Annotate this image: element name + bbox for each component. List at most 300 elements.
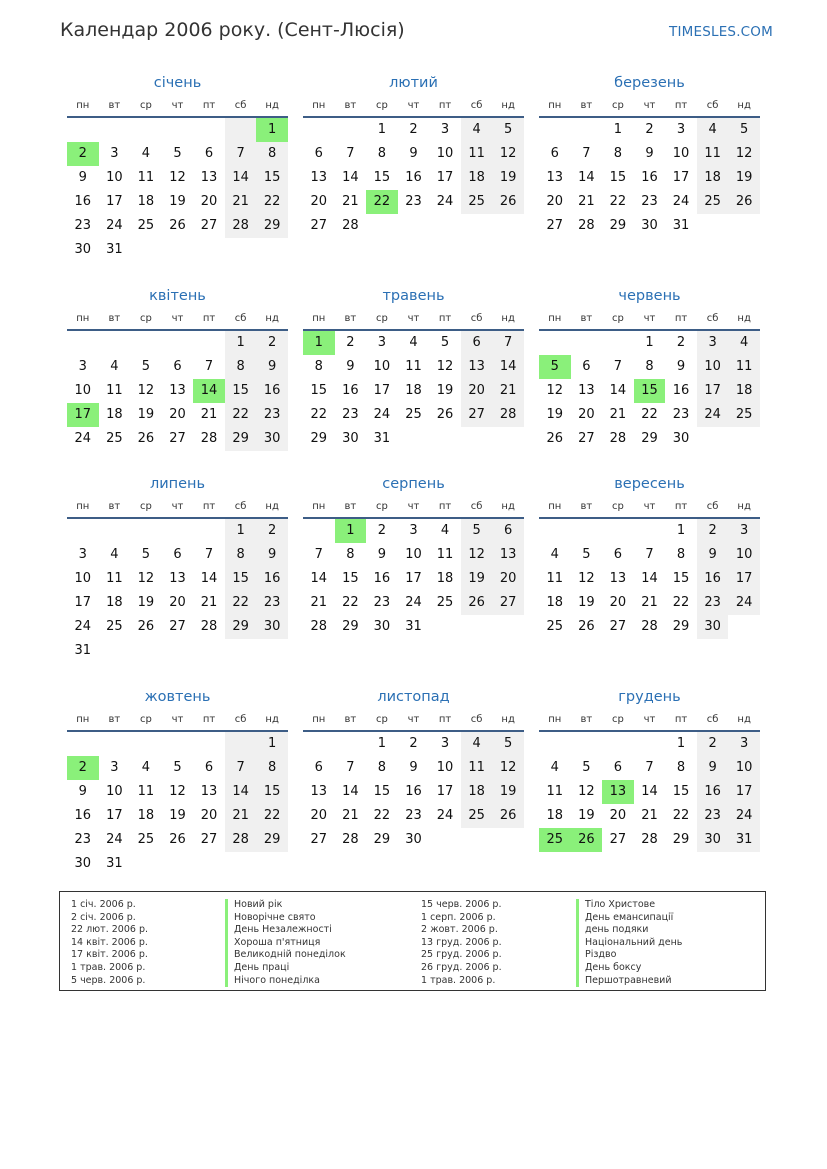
- day-cell: 16: [697, 567, 729, 591]
- day-cell: 8: [346, 547, 355, 562]
- day-cell: 19: [578, 808, 595, 823]
- day-cell: 13: [169, 571, 186, 586]
- week-row: [303, 804, 524, 828]
- day-cell: 30: [74, 856, 92, 871]
- day-cell: 28: [225, 214, 257, 238]
- day-cell: 1: [613, 122, 623, 137]
- month-block: [303, 72, 524, 238]
- weekday-label: ср: [375, 313, 388, 324]
- month-name: жовтень: [144, 689, 211, 705]
- weekday-label: пт: [438, 100, 452, 111]
- week-row: [303, 756, 524, 780]
- day-cell: 10: [697, 355, 729, 379]
- day-cell: 7: [346, 760, 355, 775]
- day-cell: 5: [141, 359, 151, 374]
- day-cell: 1: [256, 732, 288, 756]
- day-cell: 8: [676, 760, 686, 775]
- day-cell: 13: [609, 571, 627, 586]
- day-cell: 24: [373, 407, 391, 422]
- legend-names-right: [576, 899, 682, 987]
- day-cell: 14: [200, 571, 218, 586]
- day-cell: 21: [200, 595, 218, 610]
- week-row: [303, 403, 524, 427]
- empty-cell: [539, 519, 571, 543]
- day-cell: 2: [697, 732, 729, 756]
- day-cell: 6: [173, 547, 182, 562]
- weekday-label: сб: [706, 714, 719, 725]
- day-cell: 3: [728, 519, 760, 543]
- week-row: [303, 379, 524, 403]
- weekday-label: ср: [375, 100, 388, 111]
- day-cell: 27: [578, 431, 595, 446]
- week-row: [67, 331, 288, 355]
- day-cell: 23: [256, 591, 288, 615]
- day-cell: 18: [728, 379, 760, 403]
- day-cell: 29: [256, 214, 288, 238]
- day-cell: 5: [173, 760, 182, 775]
- week-row: [67, 519, 288, 543]
- site-link[interactable]: TIMESLES.COM: [669, 24, 773, 40]
- day-cell: 11: [728, 355, 760, 379]
- page-title: Календар 2006 року. (Сент-Люсія): [60, 19, 405, 41]
- day-cell: 17: [728, 567, 760, 591]
- day-cell: 6: [613, 760, 623, 775]
- weekday-label: пт: [438, 313, 452, 324]
- empty-cell: [461, 615, 493, 639]
- day-cell: 21: [342, 194, 359, 209]
- legend-holiday-name: День емансипації: [576, 912, 682, 925]
- week-row: [539, 732, 760, 756]
- empty-cell: [602, 732, 634, 756]
- empty-cell: [130, 118, 162, 142]
- weekday-label: чт: [171, 100, 184, 111]
- day-cell: 22: [609, 194, 627, 209]
- day-cell: 6: [314, 146, 323, 161]
- day-cell: 11: [405, 359, 422, 374]
- week-row: [303, 543, 524, 567]
- day-cell: 31: [74, 643, 92, 658]
- day-cell: 6: [204, 146, 214, 161]
- day-cell: 15: [672, 784, 690, 799]
- day-cell: 22: [641, 407, 658, 422]
- day-cell: 16: [405, 784, 422, 799]
- empty-cell: [193, 852, 225, 876]
- day-cell: 4: [461, 118, 493, 142]
- day-cell: 26: [492, 804, 524, 828]
- day-cell: 4: [409, 335, 418, 350]
- empty-cell: [193, 118, 225, 142]
- week-row: [539, 331, 760, 355]
- weekday-label: пн: [548, 714, 562, 725]
- empty-cell: [492, 214, 524, 238]
- day-cell: 4: [728, 331, 760, 355]
- weekday-label: сб: [706, 100, 719, 111]
- day-cell: 9: [409, 146, 418, 161]
- empty-cell: [429, 615, 461, 639]
- empty-cell: [99, 639, 131, 663]
- day-cell: 13: [602, 780, 634, 804]
- day-cell: 22: [672, 595, 690, 610]
- empty-cell: [162, 639, 194, 663]
- week-row: [303, 331, 524, 355]
- day-cell: 20: [200, 808, 218, 823]
- week-row: [539, 379, 760, 403]
- week-row: [67, 567, 288, 591]
- week-row: [67, 732, 288, 756]
- day-cell: 20: [200, 194, 218, 209]
- month-name: грудень: [618, 689, 681, 705]
- weekday-label: пн: [76, 501, 90, 512]
- empty-cell: [728, 615, 760, 639]
- weekday-label: ср: [139, 100, 152, 111]
- day-cell: 30: [405, 832, 422, 847]
- day-cell: 15: [373, 784, 391, 799]
- weekday-label: сб: [470, 501, 483, 512]
- day-cell: 30: [256, 615, 288, 639]
- day-cell: 21: [641, 808, 658, 823]
- day-cell: 28: [225, 828, 257, 852]
- week-row: [67, 214, 288, 238]
- weekday-header: [539, 495, 760, 515]
- day-cell: 11: [546, 784, 564, 799]
- legend-holiday-name: Великодній понеділок: [225, 949, 346, 962]
- day-cell: 9: [256, 543, 288, 567]
- day-cell: 8: [225, 543, 257, 567]
- day-cell: 16: [373, 571, 391, 586]
- day-cell: 24: [672, 194, 690, 209]
- weekday-label: сб: [470, 313, 483, 324]
- weekday-label: чт: [407, 100, 420, 111]
- day-cell: 18: [106, 595, 123, 610]
- day-cell: 17: [74, 595, 92, 610]
- day-cell: 10: [373, 359, 391, 374]
- day-cell: 9: [697, 543, 729, 567]
- day-cell: 19: [492, 166, 524, 190]
- day-cell: 6: [204, 760, 214, 775]
- day-cell: 7: [225, 142, 257, 166]
- day-cell: 3: [78, 547, 87, 562]
- day-cell: 27: [609, 619, 627, 634]
- day-cell: 31: [672, 218, 690, 233]
- day-cell: 16: [672, 383, 690, 398]
- day-cell: 9: [78, 784, 87, 799]
- empty-cell: [492, 828, 524, 852]
- empty-cell: [67, 519, 99, 543]
- legend-date: 17 квіт. 2006 р.: [71, 949, 148, 961]
- month-block: [303, 473, 524, 639]
- weekday-label: пт: [202, 714, 216, 725]
- empty-cell: [99, 732, 131, 756]
- empty-cell: [130, 238, 162, 262]
- day-cell: 22: [225, 403, 257, 427]
- day-cell: 28: [200, 431, 218, 446]
- day-cell: 28: [641, 832, 658, 847]
- empty-cell: [571, 118, 603, 142]
- weekday-label: нд: [501, 501, 515, 512]
- legend-holiday-name: Новий рік: [225, 899, 346, 912]
- week-row: [67, 615, 288, 639]
- empty-cell: [256, 852, 288, 876]
- weekday-label: нд: [737, 714, 751, 725]
- legend-holiday-name: Різдво: [576, 949, 682, 962]
- weekday-label: чт: [171, 313, 184, 324]
- empty-cell: [571, 331, 603, 355]
- day-cell: 21: [310, 595, 328, 610]
- weekday-header: [539, 708, 760, 728]
- empty-cell: [634, 519, 666, 543]
- day-cell: 21: [200, 407, 218, 422]
- day-cell: 4: [110, 547, 119, 562]
- day-cell: 14: [225, 780, 257, 804]
- day-cell: 17: [436, 784, 454, 799]
- day-cell: 15: [634, 379, 666, 403]
- empty-cell: [130, 852, 162, 876]
- day-cell: 11: [137, 784, 155, 799]
- day-cell: 16: [256, 567, 288, 591]
- day-cell: 17: [697, 379, 729, 403]
- day-cell: 4: [440, 523, 450, 538]
- day-cell: 1: [645, 335, 654, 350]
- day-cell: 23: [405, 194, 422, 209]
- day-cell: 7: [645, 547, 654, 562]
- legend-date: 14 квіт. 2006 р.: [71, 936, 148, 948]
- day-cell: 7: [204, 359, 214, 374]
- week-row: [539, 615, 760, 639]
- day-cell: 26: [728, 190, 760, 214]
- day-cell: 4: [550, 760, 559, 775]
- day-cell: 12: [137, 383, 155, 398]
- day-cell: 9: [377, 547, 387, 562]
- empty-cell: [67, 118, 99, 142]
- day-cell: 15: [672, 571, 690, 586]
- day-cell: 18: [137, 808, 155, 823]
- week-row: [67, 355, 288, 379]
- day-cell: 26: [436, 407, 454, 422]
- day-cell: 2: [676, 335, 686, 350]
- day-cell: 1: [303, 331, 335, 355]
- day-cell: 23: [342, 407, 359, 422]
- weekday-label: чт: [171, 501, 184, 512]
- day-cell: 1: [676, 523, 686, 538]
- day-cell: 11: [546, 571, 564, 586]
- day-cell: 12: [578, 571, 595, 586]
- day-cell: 16: [256, 379, 288, 403]
- legend-date: 25 груд. 2006 р.: [421, 949, 502, 961]
- day-cell: 20: [310, 808, 328, 823]
- empty-cell: [303, 519, 335, 543]
- day-cell: 25: [106, 431, 123, 446]
- day-cell: 19: [461, 567, 493, 591]
- day-cell: 3: [440, 122, 450, 137]
- day-cell: 13: [310, 170, 328, 185]
- day-cell: 9: [78, 170, 87, 185]
- day-cell: 23: [641, 194, 658, 209]
- legend-date: 1 січ. 2006 р.: [71, 899, 136, 910]
- day-cell: 21: [225, 190, 257, 214]
- day-cell: 29: [641, 431, 658, 446]
- day-cell: 14: [342, 170, 359, 185]
- empty-cell: [193, 238, 225, 262]
- weekday-label: пт: [438, 714, 452, 725]
- month-name: квітень: [149, 288, 206, 304]
- day-cell: 26: [578, 619, 595, 634]
- weekday-label: нд: [737, 313, 751, 324]
- day-cell: 31: [106, 856, 123, 871]
- day-cell: 10: [74, 383, 92, 398]
- weekday-label: сб: [234, 714, 247, 725]
- day-cell: 27: [461, 403, 493, 427]
- day-cell: 5: [173, 146, 182, 161]
- day-cell: 20: [609, 808, 627, 823]
- day-cell: 27: [200, 218, 218, 233]
- weekday-label: ср: [611, 313, 624, 324]
- day-cell: 3: [676, 122, 686, 137]
- week-row: [303, 732, 524, 756]
- day-cell: 22: [310, 407, 328, 422]
- day-cell: 28: [609, 431, 627, 446]
- empty-cell: [539, 118, 571, 142]
- legend-holiday-name: День праці: [225, 962, 346, 975]
- day-cell: 14: [492, 355, 524, 379]
- week-row: [539, 756, 760, 780]
- week-row: [539, 804, 760, 828]
- day-cell: 7: [204, 547, 214, 562]
- day-cell: 8: [676, 547, 686, 562]
- day-cell: 25: [697, 190, 729, 214]
- empty-cell: [461, 214, 493, 238]
- weekday-label: нд: [265, 714, 279, 725]
- empty-cell: [225, 852, 257, 876]
- day-cell: 21: [641, 595, 658, 610]
- empty-cell: [256, 639, 288, 663]
- empty-cell: [492, 427, 524, 451]
- day-cell: 18: [461, 166, 493, 190]
- day-cell: 18: [106, 407, 123, 422]
- weekday-label: вт: [344, 714, 357, 725]
- empty-cell: [602, 331, 634, 355]
- day-cell: 25: [405, 407, 422, 422]
- day-cell: 27: [200, 832, 218, 847]
- day-cell: 8: [377, 146, 387, 161]
- day-cell: 25: [546, 619, 564, 634]
- month-block: [539, 686, 760, 852]
- empty-cell: [99, 331, 131, 355]
- weekday-label: ср: [375, 501, 388, 512]
- day-cell: 1: [225, 331, 257, 355]
- empty-cell: [162, 238, 194, 262]
- day-cell: 28: [200, 619, 218, 634]
- day-cell: 26: [169, 832, 186, 847]
- day-cell: 29: [342, 619, 359, 634]
- holiday-legend: [59, 891, 766, 991]
- day-cell: 25: [106, 619, 123, 634]
- day-cell: 7: [645, 760, 654, 775]
- day-cell: 23: [697, 591, 729, 615]
- weekday-label: пн: [76, 100, 90, 111]
- weekday-label: чт: [171, 714, 184, 725]
- day-cell: 23: [672, 407, 690, 422]
- day-cell: 16: [342, 383, 359, 398]
- month-name: січень: [153, 75, 202, 91]
- weekday-label: чт: [643, 501, 656, 512]
- day-cell: 26: [461, 591, 493, 615]
- day-cell: 26: [169, 218, 186, 233]
- day-cell: 5: [539, 355, 571, 379]
- day-cell: 26: [571, 828, 603, 852]
- weekday-label: ср: [139, 501, 152, 512]
- day-cell: 19: [436, 383, 454, 398]
- day-cell: 12: [436, 359, 454, 374]
- empty-cell: [335, 732, 367, 756]
- day-cell: 22: [256, 804, 288, 828]
- week-row: [303, 427, 524, 451]
- weekday-label: вт: [344, 501, 357, 512]
- legend-date: 2 жовт. 2006 р.: [421, 924, 498, 936]
- week-row: [303, 780, 524, 804]
- empty-cell: [193, 732, 225, 756]
- day-cell: 9: [409, 760, 418, 775]
- day-cell: 15: [310, 383, 328, 398]
- empty-cell: [461, 427, 493, 451]
- day-cell: 11: [436, 547, 454, 562]
- day-cell: 25: [461, 804, 493, 828]
- day-cell: 2: [346, 335, 355, 350]
- day-cell: 15: [225, 379, 257, 403]
- day-cell: 2: [67, 142, 99, 166]
- day-cell: 26: [137, 619, 155, 634]
- week-row: [303, 591, 524, 615]
- day-cell: 20: [578, 407, 595, 422]
- empty-cell: [162, 732, 194, 756]
- day-cell: 3: [110, 146, 119, 161]
- day-cell: 2: [697, 519, 729, 543]
- empty-cell: [130, 732, 162, 756]
- week-row: [539, 214, 760, 238]
- day-cell: 31: [106, 242, 123, 257]
- day-cell: 17: [373, 383, 391, 398]
- empty-cell: [130, 639, 162, 663]
- month-name: вересень: [614, 476, 685, 492]
- day-cell: 14: [342, 784, 359, 799]
- empty-cell: [99, 519, 131, 543]
- empty-cell: [225, 118, 257, 142]
- day-cell: 14: [310, 571, 328, 586]
- weekday-label: пн: [548, 100, 562, 111]
- month-name: серпень: [382, 476, 445, 492]
- month-name: травень: [382, 288, 445, 304]
- day-cell: 3: [110, 760, 119, 775]
- month-name: березень: [614, 75, 685, 91]
- day-cell: 6: [582, 359, 591, 374]
- empty-cell: [398, 427, 430, 451]
- day-cell: 24: [106, 218, 123, 233]
- weekday-label: пт: [674, 313, 688, 324]
- empty-cell: [193, 519, 225, 543]
- day-cell: 20: [461, 379, 493, 403]
- day-cell: 19: [169, 194, 186, 209]
- day-cell: 25: [436, 595, 454, 610]
- empty-cell: [162, 331, 194, 355]
- day-cell: 7: [492, 331, 524, 355]
- day-cell: 11: [106, 383, 123, 398]
- legend-holiday-name: Новорічне свято: [225, 912, 346, 925]
- week-row: [67, 142, 288, 166]
- day-cell: 17: [672, 170, 690, 185]
- day-cell: 5: [728, 118, 760, 142]
- weekday-header: [539, 94, 760, 114]
- day-cell: 29: [672, 832, 690, 847]
- weekday-header: [303, 307, 524, 327]
